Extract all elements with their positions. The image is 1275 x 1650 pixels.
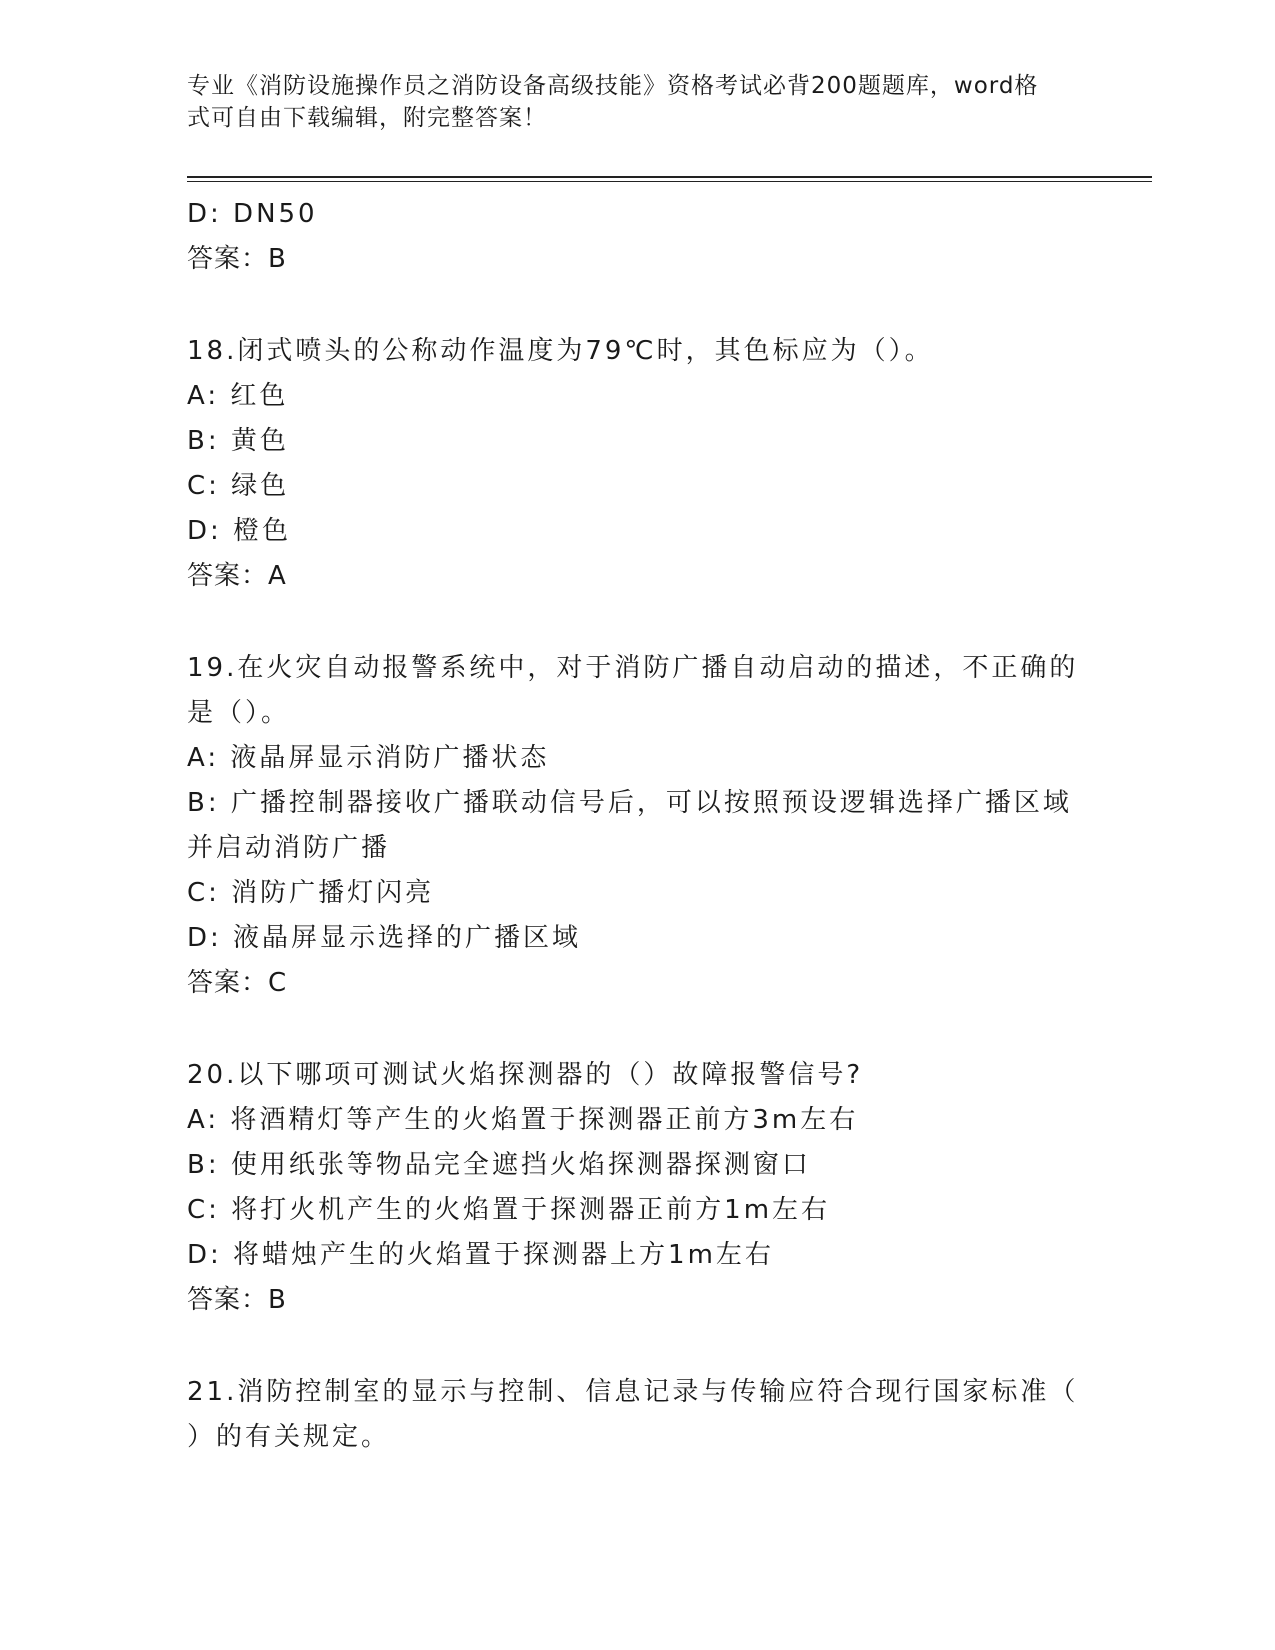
question-content — [187, 192, 1087, 1460]
answer: 答案：C — [187, 968, 288, 998]
option-b-line-1: B: 广播控制器接收广播联动信号后，可以按照预设逻辑选择广播区域 — [187, 788, 1072, 818]
option-c: C: 消防广播灯闪亮 — [187, 878, 435, 908]
header-divider-thick — [187, 176, 1152, 178]
answer: 答案：B — [187, 1285, 287, 1315]
question-stem-line-2: 是（）。 — [187, 698, 291, 728]
option-d: D: 橙色 — [187, 516, 292, 546]
answer: 答案：B — [187, 244, 287, 274]
header-line-2: 式可自由下载编辑，附完整答案！ — [187, 105, 547, 131]
question-stem-line-2: ）的有关规定。 — [187, 1422, 391, 1452]
page-header — [187, 70, 1067, 134]
option-d: D: 将蜡烛产生的火焰置于探测器上方1m左右 — [187, 1240, 774, 1270]
question-stem: 18.闭式喷头的公称动作温度为79℃时，其色标应为（）。 — [187, 336, 934, 366]
option-a: A: 红色 — [187, 381, 289, 411]
question-stem: 20.以下哪项可测试火焰探测器的（）故障报警信号? — [187, 1060, 864, 1090]
question-20 — [187, 1053, 1087, 1323]
option-c: C: 将打火机产生的火焰置于探测器正前方1m左右 — [187, 1195, 831, 1225]
option-b-line-2: 并启动消防广播 — [187, 833, 391, 863]
option-c: C: 绿色 — [187, 471, 290, 501]
option-b: B: 使用纸张等物品完全遮挡火焰探测器探测窗口 — [187, 1150, 811, 1180]
question-stem-line-1: 21.消防控制室的显示与控制、信息记录与传输应符合现行国家标准（ — [187, 1377, 1079, 1407]
option-d: D: 液晶屏显示选择的广播区域 — [187, 923, 582, 953]
question-stem-line-1: 19.在火灾自动报警系统中，对于消防广播自动启动的描述，不正确的 — [187, 653, 1079, 683]
question-19 — [187, 646, 1087, 1006]
question-18 — [187, 329, 1087, 599]
answer: 答案：A — [187, 561, 287, 591]
header-divider-thin — [187, 181, 1152, 182]
header-line-1: 专业《消防设施操作员之消防设备高级技能》资格考试必背200题题库，word格 — [187, 73, 1039, 99]
option-d: D: DN50 — [187, 199, 318, 229]
question-17-tail — [187, 192, 1087, 282]
option-b: B: 黄色 — [187, 426, 289, 456]
option-a: A: 液晶屏显示消防广播状态 — [187, 743, 550, 773]
option-a: A: 将酒精灯等产生的火焰置于探测器正前方3m左右 — [187, 1105, 859, 1135]
question-21 — [187, 1370, 1087, 1460]
